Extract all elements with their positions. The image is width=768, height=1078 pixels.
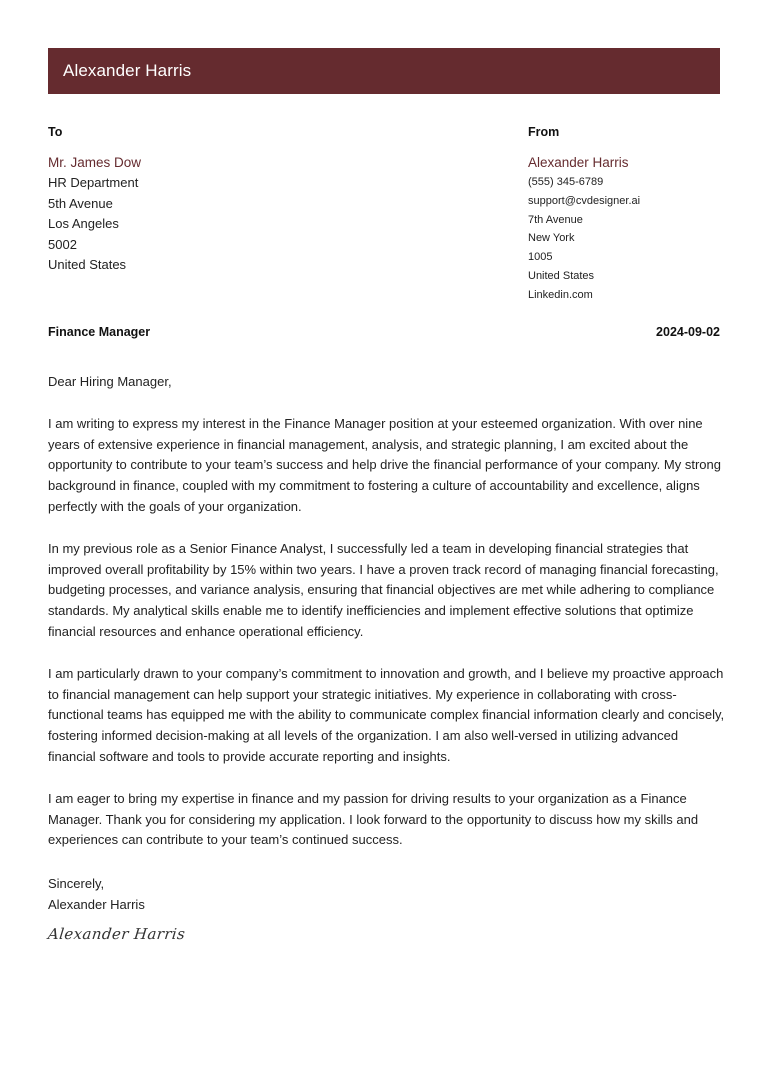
recipient-line: Los Angeles: [48, 216, 119, 232]
sender-phone: (555) 345-6789: [528, 176, 604, 188]
signature: Alexander Harris: [47, 925, 187, 943]
position-title: Finance Manager: [48, 325, 151, 339]
header-name: Alexander Harris: [63, 61, 192, 80]
letter-paragraph: In my previous role as a Senior Finance Analyst, I successfully led a team in developing financial strategies that improved overall profitability by 15% within two years. I have a proven track record of managing financial forecasting, budgeting processes, and variance analysis, ensuring that financial objectives are met while adhering to compliance standards. My analytical skills enable me to identify inefficiencies and implement effective solutions that optimize financial resources and enhance operational efficiency.: [48, 540, 719, 639]
letter-body: [48, 372, 728, 872]
sender-label: From: [528, 125, 560, 139]
header-bar: [48, 48, 720, 94]
recipient-label: To: [48, 125, 63, 139]
meta-row: [48, 324, 720, 340]
recipient-name: Mr. James Dow: [48, 155, 142, 170]
letter-paragraph: I am particularly drawn to your company’s commitment to innovation and growth, and I believe my proactive approach to financial management can help support your strategic initiatives. My experience in collaborating with cross-functional teams has equipped me with the ability to communicate complex financial information clearly and concisely, fostering informed decision-making at all levels of the organization. I am also well-versed in utilizing advanced financial software and tools to provide accurate reporting and insights.: [48, 665, 725, 764]
recipient-line: United States: [48, 257, 127, 273]
letter-paragraph: I am writing to express my interest in the Finance Manager position at your esteemed organization. With over nine years of extensive experience in financial management, analysis, and strategic planning, I am excited about the opportunity to contribute to your team’s success and help drive the financial performance of your company. My strong background in finance, coupled with my commitment to fostering a culture of accountability and excellence, aligns perfectly with the goals of your organization.: [48, 415, 721, 514]
closing-block: [48, 874, 145, 915]
letter-paragraph: I am eager to bring my expertise in finance and my passion for driving results to your organization as a Finance Manager. Thank you for considering my application. I look forward to the opportunity to discuss how my skills and experiences can contribute to your team’s continued success.: [48, 790, 699, 848]
sender-block: [528, 124, 720, 305]
recipient-line: 5th Avenue: [48, 195, 113, 211]
sender-line: New York: [528, 232, 575, 245]
recipient-block: [48, 124, 348, 276]
closing-phrase: Sincerely,: [48, 876, 105, 891]
recipient-line: 5002: [48, 236, 77, 252]
sender-line: 7th Avenue: [528, 213, 583, 226]
sender-linkedin: Linkedin.com: [528, 288, 593, 301]
sender-line: 1005: [528, 251, 553, 264]
recipient-line: HR Department: [48, 175, 139, 190]
salutation: Dear Hiring Manager,: [48, 374, 172, 389]
sender-name: Alexander Harris: [528, 155, 629, 170]
sender-email: support@cvdesigner.ai: [528, 194, 641, 207]
closing-name: Alexander Harris: [48, 896, 145, 912]
letter-date: 2024-09-02: [656, 325, 720, 339]
sender-line: United States: [528, 269, 595, 282]
